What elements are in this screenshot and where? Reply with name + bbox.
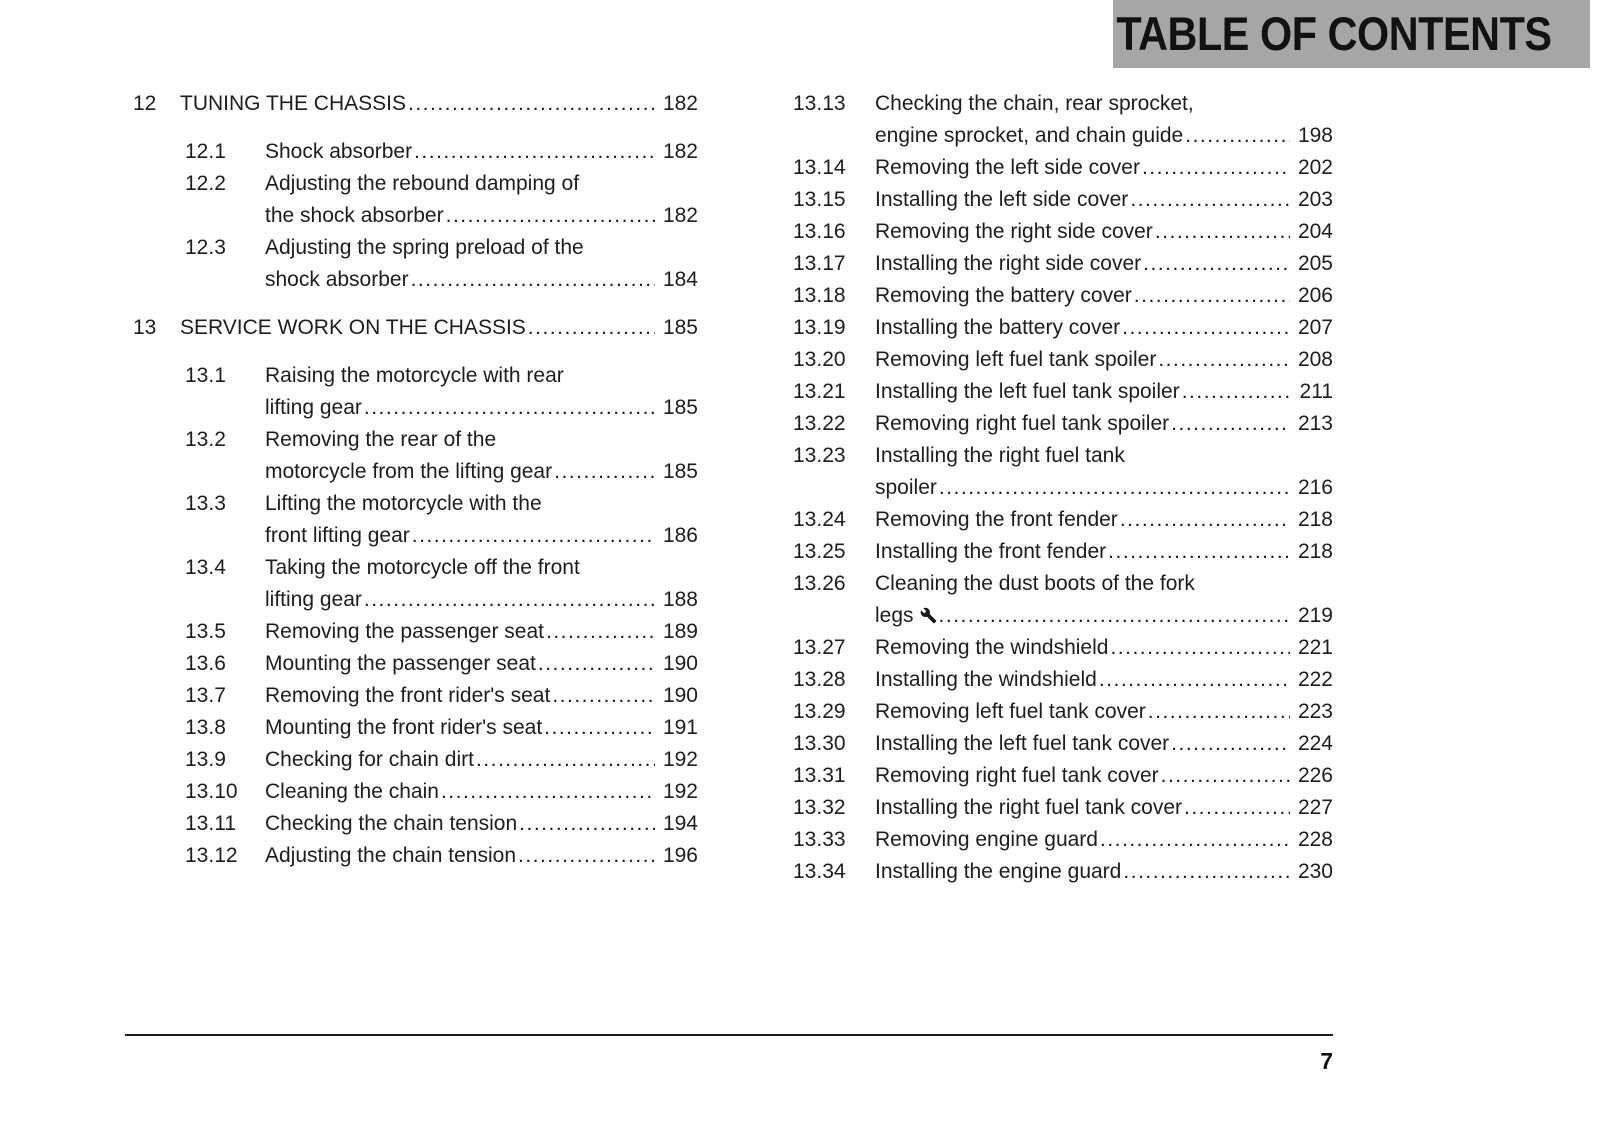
toc-entry-number: 13.14 xyxy=(793,156,846,179)
toc-entry-title: Installing the right side cover xyxy=(875,252,1142,275)
toc-entry-title: spoiler xyxy=(875,476,937,499)
toc-leader-dots xyxy=(1155,216,1290,248)
toc-leader-dots xyxy=(411,264,655,296)
toc-column-left xyxy=(133,88,698,872)
toc-entry-title: Installing the right fuel tank cover xyxy=(875,796,1183,819)
toc-page-number: 202 xyxy=(1297,156,1333,179)
toc-page-number: 222 xyxy=(1297,668,1333,691)
toc-line xyxy=(793,728,1333,760)
page-number: 7 xyxy=(1320,1048,1333,1074)
toc-page-number: 227 xyxy=(1297,796,1333,819)
toc-page-number: 223 xyxy=(1297,700,1333,723)
toc-line xyxy=(185,616,698,648)
toc-entry xyxy=(133,840,698,872)
toc-page-number: 190 xyxy=(662,684,698,707)
toc-entry-number: 13.33 xyxy=(793,828,846,851)
toc-leader-dots xyxy=(1171,728,1290,760)
toc-entry xyxy=(793,408,1333,440)
toc-page-number: 206 xyxy=(1297,284,1333,307)
toc-entry xyxy=(793,312,1333,344)
toc-entry-number: 13.16 xyxy=(793,220,846,243)
toc-entry-title: shock absorber xyxy=(265,268,409,291)
toc-leader-dots xyxy=(1099,664,1290,696)
toc-page-number: 194 xyxy=(662,812,698,835)
toc-entry-number: 13.15 xyxy=(793,188,846,211)
toc-leader-dots xyxy=(1110,632,1290,664)
toc-leader-dots xyxy=(1158,344,1290,376)
toc-leader-dots xyxy=(414,136,655,168)
toc-entry-title: Installing the windshield xyxy=(875,668,1097,691)
toc-entry xyxy=(133,424,698,488)
toc-leader-dots xyxy=(518,840,655,872)
toc-leader-dots xyxy=(1171,408,1290,440)
toc-leader-dots xyxy=(939,472,1290,504)
toc-entry-title: TUNING THE CHASSIS xyxy=(180,92,406,115)
toc-entry-number: 13.12 xyxy=(185,844,238,867)
toc-entry-title: Taking the motorcycle off the front xyxy=(265,556,580,579)
toc-entry-title: Removing the front rider's seat xyxy=(265,684,551,707)
toc-entry-title: Removing left fuel tank cover xyxy=(875,700,1146,723)
toc-entry-number: 13.29 xyxy=(793,700,846,723)
toc-entry xyxy=(133,776,698,808)
toc-entry xyxy=(793,824,1333,856)
toc-leader-dots xyxy=(441,776,655,808)
toc-entry-number: 13.21 xyxy=(793,380,846,403)
toc-entry-number: 13.3 xyxy=(185,492,226,515)
toc-entry-title: Installing the right fuel tank xyxy=(875,444,1125,467)
toc-entry-title: Adjusting the spring preload of the xyxy=(265,236,584,259)
toc-entry-number: 13.8 xyxy=(185,716,226,739)
toc-line xyxy=(185,136,698,168)
toc-entry xyxy=(133,712,698,744)
toc-leader-dots xyxy=(1148,696,1290,728)
toc-line xyxy=(185,648,698,680)
toc-entry xyxy=(133,648,698,680)
toc-entry-number: 12.3 xyxy=(185,236,226,259)
toc-line xyxy=(793,760,1333,792)
toc-entry xyxy=(793,280,1333,312)
toc-line xyxy=(793,152,1333,184)
page-header xyxy=(1113,0,1590,68)
toc-entry-number: 13.34 xyxy=(793,860,846,883)
toc-entry xyxy=(793,696,1333,728)
toc-entry-title: lifting gear xyxy=(265,588,362,611)
toc-entry xyxy=(793,376,1333,408)
toc-entry xyxy=(793,792,1333,824)
toc-entry xyxy=(133,136,698,168)
toc-entry-title: legs xyxy=(875,600,937,632)
toc-line xyxy=(185,584,698,616)
toc-leader-dots xyxy=(939,600,1290,632)
toc-line xyxy=(185,488,698,520)
toc-line xyxy=(793,600,1333,632)
toc-page-number: 185 xyxy=(662,316,698,339)
toc-entry-title: Installing the left fuel tank cover xyxy=(875,732,1170,755)
toc-leader-dots xyxy=(1161,760,1290,792)
toc-line xyxy=(793,344,1333,376)
toc-leader-dots xyxy=(544,712,655,744)
toc-leader-dots xyxy=(1130,184,1290,216)
toc-line xyxy=(793,568,1333,600)
toc-page-number: 216 xyxy=(1297,476,1333,499)
toc-entry-title: Checking the chain tension xyxy=(265,812,518,835)
toc-entry xyxy=(133,488,698,552)
toc-page-number: 204 xyxy=(1297,220,1333,243)
toc-line xyxy=(793,216,1333,248)
toc-line xyxy=(793,280,1333,312)
toc-entry-number: 13.1 xyxy=(185,364,226,387)
toc-line xyxy=(133,312,698,344)
toc-leader-dots xyxy=(1123,856,1290,888)
toc-line xyxy=(793,184,1333,216)
toc-entry-title: Cleaning the dust boots of the fork xyxy=(875,572,1195,595)
toc-entry-number: 13.13 xyxy=(793,92,846,115)
toc-leader-dots xyxy=(364,584,655,616)
toc-leader-dots xyxy=(1100,824,1290,856)
toc-page-number: 219 xyxy=(1297,604,1333,627)
toc-entry-title: Removing the passenger seat xyxy=(265,620,544,643)
toc-entry-number: 13.30 xyxy=(793,732,846,755)
toc-entry-title: motorcycle from the lifting gear xyxy=(265,460,553,483)
toc-line xyxy=(185,264,698,296)
toc-leader-dots xyxy=(519,808,655,840)
toc-entry xyxy=(793,184,1333,216)
toc-entry-number: 13.24 xyxy=(793,508,846,531)
toc-entry xyxy=(793,504,1333,536)
page-title: TABLE OF CONTENTS xyxy=(1116,7,1552,60)
toc-entry xyxy=(133,616,698,648)
toc-leader-dots xyxy=(1134,280,1290,312)
toc-entry-number: 12.1 xyxy=(185,140,226,163)
toc-leader-dots xyxy=(538,648,655,680)
toc-page-number: 213 xyxy=(1297,412,1333,435)
toc-line xyxy=(793,536,1333,568)
toc-entry-number: 13.27 xyxy=(793,636,846,659)
toc-entry-title: Removing the windshield xyxy=(875,636,1109,659)
toc-entry xyxy=(793,440,1333,504)
toc-leader-dots xyxy=(1142,152,1290,184)
toc-leader-dots xyxy=(552,680,655,712)
toc-leader-dots xyxy=(412,520,655,552)
toc-entry-title: Mounting the passenger seat xyxy=(265,652,536,675)
toc-line xyxy=(185,168,698,200)
toc-leader-dots xyxy=(1108,536,1290,568)
toc-entry-number: 13.20 xyxy=(793,348,846,371)
toc-entry xyxy=(793,632,1333,664)
toc-leader-dots xyxy=(546,616,655,648)
toc-line xyxy=(185,712,698,744)
toc-entry-title: Checking for chain dirt xyxy=(265,748,474,771)
toc-line xyxy=(793,440,1333,472)
toc-page-number: 182 xyxy=(662,204,698,227)
toc-page-number: 224 xyxy=(1297,732,1333,755)
toc-entry xyxy=(793,728,1333,760)
toc-line xyxy=(185,424,698,456)
toc-page-number: 191 xyxy=(662,716,698,739)
toc-entry xyxy=(133,680,698,712)
toc-entry-title: front lifting gear xyxy=(265,524,410,547)
toc-page-number: 205 xyxy=(1297,252,1333,275)
toc-line xyxy=(185,520,698,552)
toc-entry-number: 13.6 xyxy=(185,652,226,675)
toc-entry-number: 13.18 xyxy=(793,284,846,307)
toc-entry xyxy=(793,536,1333,568)
toc-entry-number: 13.31 xyxy=(793,764,846,787)
toc-page-number: 182 xyxy=(662,140,698,163)
toc-page-number: 182 xyxy=(662,92,698,115)
toc-leader-dots xyxy=(1120,504,1290,536)
toc-line xyxy=(185,552,698,584)
toc-page-number: 203 xyxy=(1297,188,1333,211)
toc-line xyxy=(185,680,698,712)
toc-entry-title: Removing the right side cover xyxy=(875,220,1153,243)
toc-entry-number: 13.5 xyxy=(185,620,226,643)
toc-entry-title: Installing the engine guard xyxy=(875,860,1122,883)
toc-line xyxy=(185,776,698,808)
toc-entry xyxy=(793,760,1333,792)
toc-page-number: 211 xyxy=(1299,380,1333,403)
toc-entry-number: 13.25 xyxy=(793,540,846,563)
toc-entry-title: Removing the battery cover xyxy=(875,284,1132,307)
toc-page-number: 218 xyxy=(1297,540,1333,563)
toc-entry xyxy=(133,232,698,296)
toc-page-number: 186 xyxy=(662,524,698,547)
toc-entry-title: Removing right fuel tank cover xyxy=(875,764,1159,787)
toc-line xyxy=(793,88,1333,120)
toc-entry-number: 13 xyxy=(133,316,157,339)
toc-page-number: 192 xyxy=(662,748,698,771)
toc-leader-dots xyxy=(1122,312,1290,344)
toc-leader-dots xyxy=(528,312,655,344)
toc-column-right xyxy=(793,88,1333,888)
toc-entry-title: lifting gear xyxy=(265,396,362,419)
toc-page-number: 208 xyxy=(1297,348,1333,371)
toc-entry xyxy=(133,744,698,776)
toc-entry-number: 13.19 xyxy=(793,316,846,339)
toc-entry-title: Installing the front fender xyxy=(875,540,1107,563)
toc-line xyxy=(793,504,1333,536)
toc-line xyxy=(133,88,698,120)
toc-entry-title: Removing the rear of the xyxy=(265,428,497,451)
toc-line xyxy=(793,408,1333,440)
toc-entry-title: Removing the left side cover xyxy=(875,156,1140,179)
toc-leader-dots xyxy=(554,456,655,488)
toc-line xyxy=(185,392,698,424)
toc-entry-number: 13.28 xyxy=(793,668,846,691)
toc-leader-dots xyxy=(408,88,655,120)
toc-entry-number: 13.26 xyxy=(793,572,846,595)
toc-entry xyxy=(793,568,1333,632)
toc-page-number: 184 xyxy=(662,268,698,291)
toc-entry-title: Raising the motorcycle with rear xyxy=(265,364,564,387)
toc-entry xyxy=(793,88,1333,152)
toc-line xyxy=(793,792,1333,824)
toc-entry-title: Removing engine guard xyxy=(875,828,1098,851)
toc-entry-title: Installing the battery cover xyxy=(875,316,1121,339)
toc-entry xyxy=(133,312,698,344)
toc-leader-dots xyxy=(1143,248,1290,280)
toc-page-number: 226 xyxy=(1297,764,1333,787)
toc-entry-title: Adjusting the chain tension xyxy=(265,844,517,867)
toc-line xyxy=(185,200,698,232)
toc-line xyxy=(793,664,1333,696)
toc-entry-number: 13.7 xyxy=(185,684,226,707)
toc-page-number: 221 xyxy=(1297,636,1333,659)
toc-entry-title: Removing right fuel tank spoiler xyxy=(875,412,1170,435)
toc-entry-title: Adjusting the rebound damping of xyxy=(265,172,580,195)
toc-entry xyxy=(793,248,1333,280)
toc-entry-title: Mounting the front rider's seat xyxy=(265,716,543,739)
toc-page-number: 190 xyxy=(662,652,698,675)
toc-page-number: 207 xyxy=(1297,316,1333,339)
toc-page-number: 192 xyxy=(662,780,698,803)
toc-line xyxy=(185,232,698,264)
toc-entry-title: Removing the front fender xyxy=(875,508,1118,531)
toc-entry-number: 13.10 xyxy=(185,780,238,803)
footer-divider xyxy=(125,1034,1333,1036)
toc-line xyxy=(185,840,698,872)
toc-entry xyxy=(793,856,1333,888)
toc-line xyxy=(793,312,1333,344)
toc-entry-number: 13.17 xyxy=(793,252,846,275)
toc-entry-number: 13.9 xyxy=(185,748,226,771)
toc-entry xyxy=(133,88,698,120)
toc-page-number: 189 xyxy=(662,620,698,643)
toc-page-number: 228 xyxy=(1297,828,1333,851)
toc-entry xyxy=(133,168,698,232)
toc-leader-dots xyxy=(446,200,655,232)
toc-leader-dots xyxy=(1185,120,1290,152)
toc-entry-number: 13.4 xyxy=(185,556,226,579)
toc-page-number: 185 xyxy=(662,460,698,483)
toc-line xyxy=(185,360,698,392)
toc-leader-dots xyxy=(364,392,655,424)
toc-entry xyxy=(133,360,698,424)
toc-entry-title: Installing the left side cover xyxy=(875,188,1129,211)
toc-entry-title: SERVICE WORK ON THE CHASSIS xyxy=(180,316,526,339)
toc-line xyxy=(793,632,1333,664)
toc-entry xyxy=(793,152,1333,184)
toc-entry-number: 13.23 xyxy=(793,444,846,467)
toc-entry xyxy=(133,808,698,840)
toc-line xyxy=(185,744,698,776)
toc-page-number: 218 xyxy=(1297,508,1333,531)
toc-entry-title: Cleaning the chain xyxy=(265,780,439,803)
toc-entry-number: 13.22 xyxy=(793,412,846,435)
toc-page-number: 185 xyxy=(662,396,698,419)
toc-line xyxy=(793,376,1333,408)
toc-line xyxy=(793,856,1333,888)
toc-entry-title: Lifting the motorcycle with the xyxy=(265,492,542,515)
toc-leader-dots xyxy=(476,744,655,776)
toc-line xyxy=(185,808,698,840)
toc-entry xyxy=(793,344,1333,376)
toc-line xyxy=(793,120,1333,152)
toc-entry-number: 13.11 xyxy=(185,812,236,835)
wrench-icon xyxy=(920,602,937,634)
toc-page-number: 230 xyxy=(1297,860,1333,883)
toc-entry xyxy=(133,552,698,616)
toc-page-number: 198 xyxy=(1297,124,1333,147)
toc-page-number: 188 xyxy=(662,588,698,611)
toc-line xyxy=(793,248,1333,280)
toc-line xyxy=(793,472,1333,504)
toc-entry-number: 13.2 xyxy=(185,428,226,451)
toc-entry-number: 12.2 xyxy=(185,172,226,195)
toc-leader-dots xyxy=(1184,792,1290,824)
toc-entry xyxy=(793,216,1333,248)
toc-line xyxy=(793,824,1333,856)
toc-entry-title: Checking the chain, rear sprocket, xyxy=(875,92,1194,115)
toc-entry-title: Installing the left fuel tank spoiler xyxy=(875,380,1180,403)
toc-entry-title: engine sprocket, and chain guide xyxy=(875,124,1184,147)
toc-page-number: 196 xyxy=(662,844,698,867)
toc-entry xyxy=(793,664,1333,696)
toc-line xyxy=(185,456,698,488)
toc-line xyxy=(793,696,1333,728)
toc-entry-title: Shock absorber xyxy=(265,140,413,163)
toc-leader-dots xyxy=(1182,376,1290,408)
toc-entry-title: Removing left fuel tank spoiler xyxy=(875,348,1157,371)
toc-entry-number: 13.32 xyxy=(793,796,846,819)
toc-entry-title: the shock absorber xyxy=(265,204,444,227)
toc-entry-number: 12 xyxy=(133,92,157,115)
